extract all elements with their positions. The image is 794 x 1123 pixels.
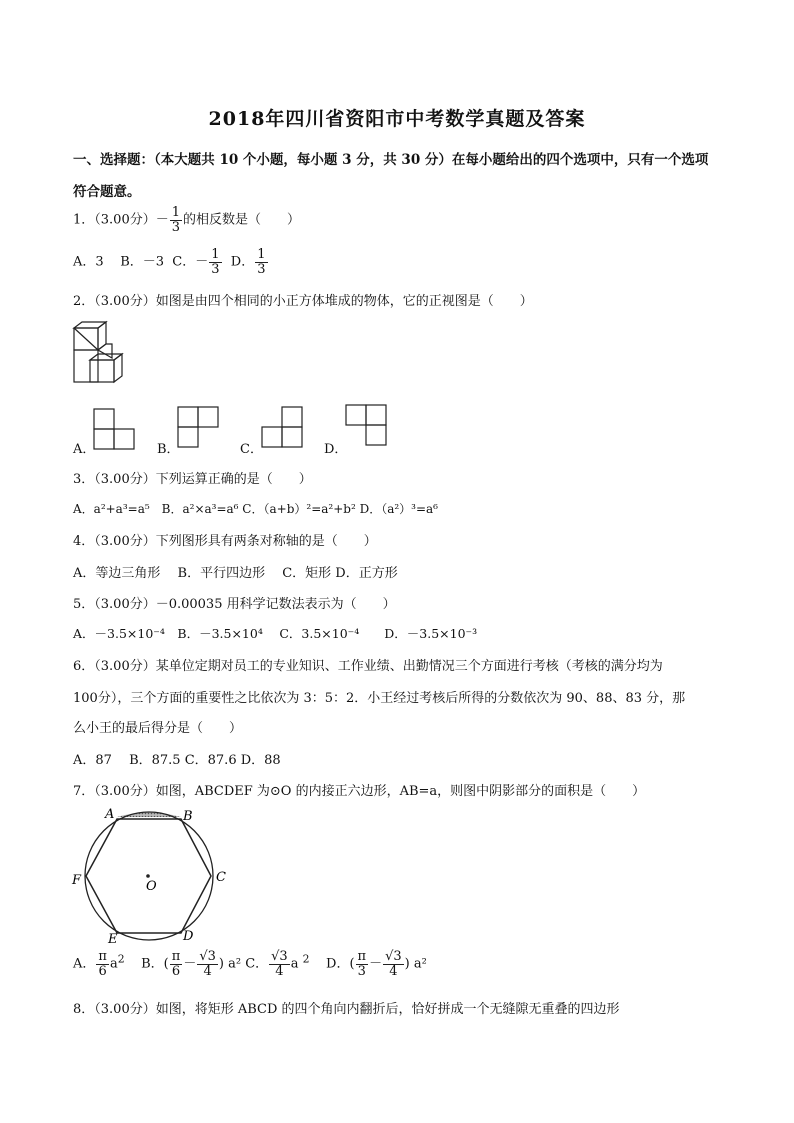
option-d-figure — [345, 404, 389, 446]
option-b: B．( — [141, 956, 169, 972]
question-3: 3．（3.00分）下列运算正确的是（ ） — [73, 472, 312, 487]
question-6-line-2: 100分），三个方面的重要性之比依次为 3：5：2．小王经过考核后所得的分数依次为 90、88、83 分，那 — [73, 691, 686, 706]
center-point — [146, 874, 150, 878]
question-1-prefix: 1．（3.00分）－ — [73, 212, 169, 228]
question-2-option-a-label: A． — [73, 442, 96, 457]
option-d: D．( — [326, 956, 355, 972]
question-5-options: A．－3.5×10⁻⁴ B．－3.5×10⁴ C．3.5×10⁻⁴ D．－3.5×10⁻³ — [73, 626, 478, 641]
label-c: C — [216, 870, 226, 885]
option-b-figure — [177, 406, 221, 448]
frac-numerator: π — [98, 949, 107, 964]
label-o: O — [146, 879, 157, 894]
question-2-option-c-label: C． — [240, 442, 263, 457]
frac-denominator: 4 — [389, 963, 398, 979]
frac-numerator: √3 — [385, 949, 402, 964]
label-f: F — [72, 873, 82, 888]
option-d-tail: ) a² — [404, 956, 427, 972]
label-b: B — [183, 809, 193, 824]
label-e: E — [108, 932, 118, 947]
question-4: 4．（3.00分）下列图形具有两条对称轴的是（ ） — [73, 534, 377, 549]
frac-numerator: 1 — [211, 247, 220, 262]
question-2-option-d-label: D． — [324, 442, 348, 457]
question-6-line-3: 么小王的最后得分是（ ） — [73, 721, 243, 736]
option-a: A． — [73, 956, 96, 972]
frac-numerator: √3 — [199, 949, 216, 964]
question-8: 8．（3.00分）如图，将矩形 ABCD 的四个角向内翻折后，恰好拼成一个无缝隙无重叠的四边形 — [73, 1002, 620, 1017]
question-1-text: 的相反数是（ ） — [183, 212, 301, 228]
option-c-var: a — [290, 956, 299, 972]
question-7-options — [73, 950, 427, 978]
frac-numerator: 1 — [171, 205, 180, 220]
frac-numerator: π — [357, 949, 367, 964]
question-2-option-b-label: B． — [157, 442, 180, 457]
option-a-fraction — [96, 950, 109, 978]
option-a-exp: 2 — [117, 952, 125, 966]
question-5: 5．（3.00分）－0.00035 用科学记数法表示为（ ） — [73, 597, 396, 612]
option-c-fraction — [209, 248, 221, 276]
option-b-fraction-1 — [170, 950, 183, 978]
frac-denominator: 4 — [275, 963, 284, 979]
frac-denominator: 6 — [171, 963, 181, 979]
frac-numerator: √3 — [271, 949, 288, 964]
option-d-fraction-2 — [383, 950, 404, 978]
frac-denominator: 3 — [357, 963, 366, 979]
option-b-fraction-2 — [197, 950, 218, 978]
page-title: 2018年四川省资阳市中考数学真题及答案 — [208, 108, 586, 130]
option-d-fraction-1 — [356, 950, 369, 978]
question-2: 2．（3.00分）如图是由四个相同的小正方体堆成的物体，它的正视图是（ ） — [73, 294, 533, 309]
question-6-options: A．87 B．87.5 C．87.6 D．88 — [73, 753, 281, 768]
section-heading: 一、选择题：（本大题共 10 个小题，每小题 3 分，共 30 分）在每小题给出的四个选项中，只有一个选项 — [73, 152, 709, 168]
section-heading-cont: 符合题意。 — [73, 184, 141, 200]
question-3-options: A．a²+a³=a⁵ B．a²×a³=a⁶ C．（a+b）²=a²+b² D．（a²）³=a⁶ — [73, 502, 438, 516]
option-b: B．－3 — [120, 254, 165, 270]
option-d: D． — [230, 254, 255, 270]
option-a-var: a — [109, 956, 118, 972]
question-7: 7．（3.00分）如图，ABCDEF 为⊙O 的内接正六边形，AB=a，则图中阴影部分的面积是（ ） — [73, 784, 646, 799]
frac-denominator: 6 — [98, 963, 107, 979]
frac-numerator: 1 — [257, 247, 266, 262]
option-d-fraction — [255, 248, 267, 276]
option-b-tail: ) a² C． — [218, 956, 269, 972]
option-a: A．3 — [73, 254, 104, 270]
option-c-exp: 2 — [302, 952, 310, 966]
minus-sign: － — [369, 956, 383, 972]
label-d: D — [183, 929, 194, 944]
question-6-line-1: 6．（3.00分）某单位定期对员工的专业知识、工作业绩、出勤情况三个方面进行考核（考核的满分均为 — [73, 659, 663, 674]
option-c-figure — [261, 406, 305, 448]
label-a: A — [105, 807, 115, 822]
question-1-options — [73, 248, 269, 276]
hexagon-circle-figure — [66, 806, 236, 946]
question-1-fraction — [170, 206, 182, 234]
option-c-fraction — [269, 950, 290, 978]
frac-denominator: 3 — [211, 261, 220, 277]
option-c: C．－ — [172, 254, 209, 270]
minus-sign: － — [183, 956, 197, 972]
cube-stack-figure — [70, 320, 140, 385]
question-1 — [73, 206, 300, 234]
option-a-figure — [93, 408, 137, 450]
question-4-options: A．等边三角形 B．平行四边形 C．矩形 D．正方形 — [73, 566, 398, 581]
frac-denominator: 3 — [171, 219, 180, 235]
frac-denominator: 3 — [257, 261, 266, 277]
frac-numerator: π — [171, 949, 181, 964]
frac-denominator: 4 — [203, 963, 212, 979]
